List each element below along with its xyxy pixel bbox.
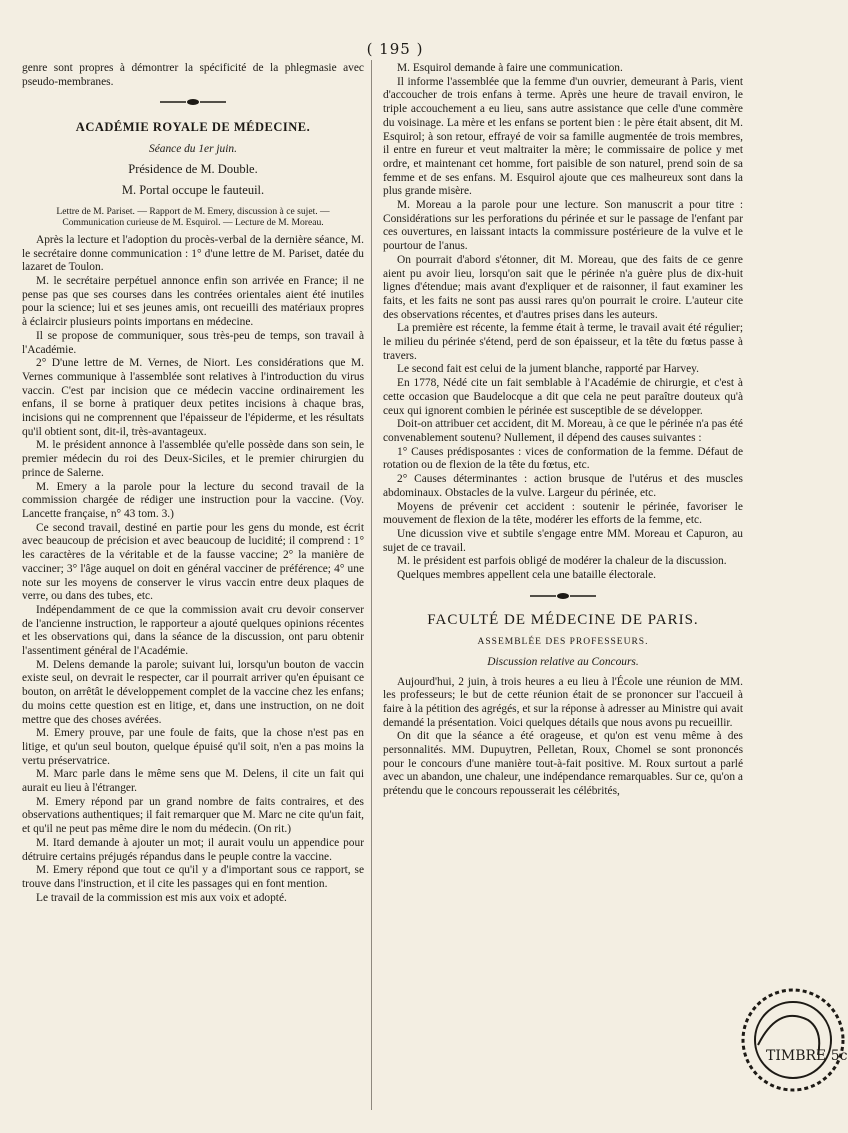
left-column bbox=[22, 62, 364, 905]
paragraph: Aujourd'hui, 2 juin, à trois heures a eu lieu à l'École une réunion de MM. les professeurs; le but de cette réunion était de se prononcer sur l'accueil à faire à la pétition des agrégés, et sur la réponse à adresser au Ministre qui avait demandé la présentation. Voici quelques détails que nous avons pu recueillir. bbox=[383, 675, 743, 729]
paragraph: 2° D'une lettre de M. Vernes, de Niort. Les considérations que M. Vernes communique à l'assemblée sont relatives à l'introduction du virus vaccin. C'est par incision que ce médecin vaccine ordinairement les enfans, il se borne à pratiquer deux petites incisions à chaque bras, incisions qui ne comprennent que l'épaisseur de l'épiderme, et les résultats qu'il obtient sont, dit-il, très-avantageux. bbox=[22, 357, 364, 438]
paragraph: Le second fait est celui de la jument blanche, rapporté par Harvey. bbox=[397, 363, 699, 376]
intro-paragraph: genre sont propres à démontrer la spécificité de la phlegmasie avec pseudo-membranes. bbox=[22, 62, 364, 88]
section-title-academie: ACADÉMIE ROYALE DE MÉDECINE. bbox=[75, 120, 311, 135]
fauteuil-line: M. Portal occupe le fauteuil. bbox=[121, 183, 265, 198]
paragraph: On dit que la séance a été orageuse, et qu'on est venu même à des personnalités. MM. Dupuytren, Pelletan, Roux, Chomel se sont prononcés pour le concours d'une manière tout-à-fait positive. M. Roux surtout a parlé avec un abandon, une chaleur, une indépendance remarquables. Sur ce, qu'on a prétendu que le concours repousserait les célébrités, bbox=[383, 730, 743, 798]
paragraph: M. le président est parfois obligé de modérer la chaleur de la discussion. bbox=[397, 555, 727, 568]
paragraph: 1° Causes prédisposantes : vices de conformation de la femme. Défaut de rotation ou de flexion de la tête du fœtus, etc. bbox=[383, 445, 743, 472]
paragraph: Il informe l'assemblée que la femme d'un ouvrier, demeurant à Paris, vient d'accoucher de trois enfans à terme. Après une heure de travail environ, le triple accouchement a eu lieu, sans autre assistance que celle d'une commère du voisinage. La mère et les enfans se portent bien : le père était absent, dit M. Esquirol; à son retour, effrayé de voir sa famille augmentée de trois membres, il entre en fureur et veut maltraiter la mère; le commissaire de police y met ordre, et maintenant cet homme, fort paisible de son naturel, prend soin de sa femme et de ses enfans. M. Esquirol ajoute que ces malheureux sont dans la plus grande misère. bbox=[383, 75, 743, 198]
stamp-text: TIMBRE 5c bbox=[766, 1048, 848, 1064]
presidence-line: Présidence de M. Double. bbox=[128, 161, 258, 176]
paragraph: M. Marc parle dans le même sens que M. Delens, il cite un fait qui aurait eu lieu à l'étranger. bbox=[22, 768, 364, 795]
page-number: ( 195 ) bbox=[366, 40, 424, 58]
paragraph: Après la lecture et l'adoption du procès-verbal de la dernière séance, M. le secrétaire donne communication : 1° d'une lettre de M. Pariset, datée du lazaret de Toulon. bbox=[22, 233, 364, 274]
session-summary: Lettre de M. Pariset. — Rapport de M. Emery, discussion à ce sujet. — Communication curieuse de M. Esquirol. — Lecture de M. Moreau. bbox=[56, 205, 330, 228]
section-title-faculte: FACULTÉ DE MÉDECINE DE PARIS. bbox=[427, 612, 699, 629]
paragraph: Indépendamment de ce que la commission avait cru devoir conserver de l'ancienne instruction, le rapporteur a ajouté quelques opinions récentes et les observations qui, dans la séance de la discussion, ont paru obtenir l'assentiment général de l'Académie. bbox=[22, 603, 364, 658]
paragraph: Moyens de prévenir cet accident : soutenir le périnée, favoriser le mouvement de flexion de la tête, modérer les efforts de la femme, etc. bbox=[383, 500, 743, 527]
paragraph: M. Moreau a la parole pour une lecture. Son manuscrit a pour titre : Considérations sur les perforations du périnée et sur le passage de l'enfant par ces ouvertures, en laissant intacts la commissure postérieure de la vulve et le pourtour de l'anus. bbox=[383, 199, 743, 253]
paragraph: M. Delens demande la parole; suivant lui, lorsqu'un bouton de vaccin existe seul, on devrait le respecter, car il pourrait arriver qu'en épuisant ce bouton, on arrêtât le développement complet de la vaccine chez les enfans; du moins cette question est en litige, et, dans une instruction, on ne doit mettre que des choses avérées. bbox=[22, 658, 364, 726]
ornament-divider bbox=[383, 591, 743, 605]
right-column bbox=[383, 62, 743, 799]
paragraph: M. le président annonce à l'assemblée qu'elle possède dans son sein, le premier médecin du roi des Deux-Siciles, et le premier chirurgien du prince de Salerne. bbox=[22, 439, 364, 479]
paragraph: Une dicussion vive et subtile s'engage entre MM. Moreau et Capuron, au sujet de ce travail. bbox=[383, 527, 743, 554]
paragraph: Ce second travail, destiné en partie pour les gens du monde, est écrit avec beaucoup de précision et avec beaucoup de lucidité; il comprend : 1° les caractères de la véritable et de la fausse vaccine; 2° la manière de vacciner; 3° l'âge auquel on doit en général vacciner de préférence; 4° une note sur les moyens de conserver le virus vaccin entre deux plaques de verre, ou dans des tubes, etc. bbox=[22, 521, 364, 603]
session-date: Séance du 1er juin. bbox=[149, 142, 237, 155]
discussion-heading: Discussion relative au Concours. bbox=[487, 655, 639, 668]
paragraph: M. Esquirol demande à faire une communication. bbox=[397, 62, 623, 74]
paragraph: M. Emery prouve, par une foule de faits, que la chose n'est pas en litige, et qu'un seul bouton, quelque épuisé qu'il soit, n'en a pas moins la vertu préservatrice. bbox=[22, 727, 364, 767]
paragraph: La première est récente, la femme était à terme, le travail avait été régulier; le milieu du périnée s'étend, perd de son épaisseur, et la tête du fœtus passe à travers. bbox=[383, 322, 743, 362]
timbre-stamp-icon bbox=[738, 985, 848, 1095]
ornament-divider bbox=[22, 97, 364, 111]
column-divider bbox=[371, 60, 372, 1110]
paragraph: En 1778, Nédé cite un fait semblable à l'Académie de chirurgie, et c'est à cette occasion que Baudelocque a dit que cela ne peut paraître douteux qu'à ceux qui ignorent combien le périnée est susceptible de se développer. bbox=[383, 377, 743, 417]
assembly-heading: ASSEMBLÉE DES PROFESSEURS. bbox=[477, 637, 649, 648]
paragraph: M. le secrétaire perpétuel annonce enfin son arrivée en France; il ne pense pas que ses courses dans les contrées orientales aient été inutiles pour la science; lui et ses jeunes amis, ont recueilli des matériaux propres à éclaircir plusieurs points importans en médecine. bbox=[22, 275, 364, 329]
paragraph: 2° Causes déterminantes : action brusque de l'utérus et des muscles abdominaux. Obstacles de la vulve. Largeur du périnée, etc. bbox=[383, 473, 743, 499]
paragraph: M. Itard demande à ajouter un mot; il aurait voulu un appendice pour détruire certains préjugés répandus dans le peuple contre la vaccine. bbox=[22, 836, 364, 863]
paragraph: M. Emery répond par un grand nombre de faits contraires, et des observations authentiques; il fait remarquer que M. Marc ne cite qu'un fait, et qu'il ne peut pas même dire le nom du médecin. (On rit.) bbox=[22, 795, 364, 836]
paragraph: Le travail de la commission est mis aux voix et adopté. bbox=[36, 891, 287, 904]
paragraph: Quelques membres appellent cela une bataille électorale. bbox=[397, 569, 657, 582]
paragraph: Doit-on attribuer cet accident, dit M. Moreau, à ce que le périnée n'a pas été convenablement soutenu? Nullement, il dépend des causes suivantes : bbox=[383, 418, 743, 444]
paragraph: M. Emery a la parole pour la lecture du second travail de la commission chargée de rédiger une instruction pour la vaccine. (Voy. Lancette française, n° 43 tom. 3.) bbox=[22, 480, 364, 520]
paragraph: On pourrait d'abord s'étonner, dit M. Moreau, que des faits de ce genre aient pu avoir lieu, lorsqu'on sait que le périnée n'a guère plus de dix-huit lignes d'étendue; mais avant d'expliquer et de raisonner, il faut examiner les faits, et les faits ne sont pas aussi rares qu'on pourrait le croire. L'auteur cite des observations récentes, et d'autres prises dans les auteurs. bbox=[383, 253, 743, 321]
paragraph: M. Emery répond que tout ce qu'il y a d'important sous ce rapport, se trouve dans l'instruction, et il cite les passages qui en font mention. bbox=[22, 864, 364, 890]
paragraph: Il se propose de communiquer, sous très-peu de temps, son travail à l'Académie. bbox=[22, 329, 364, 356]
